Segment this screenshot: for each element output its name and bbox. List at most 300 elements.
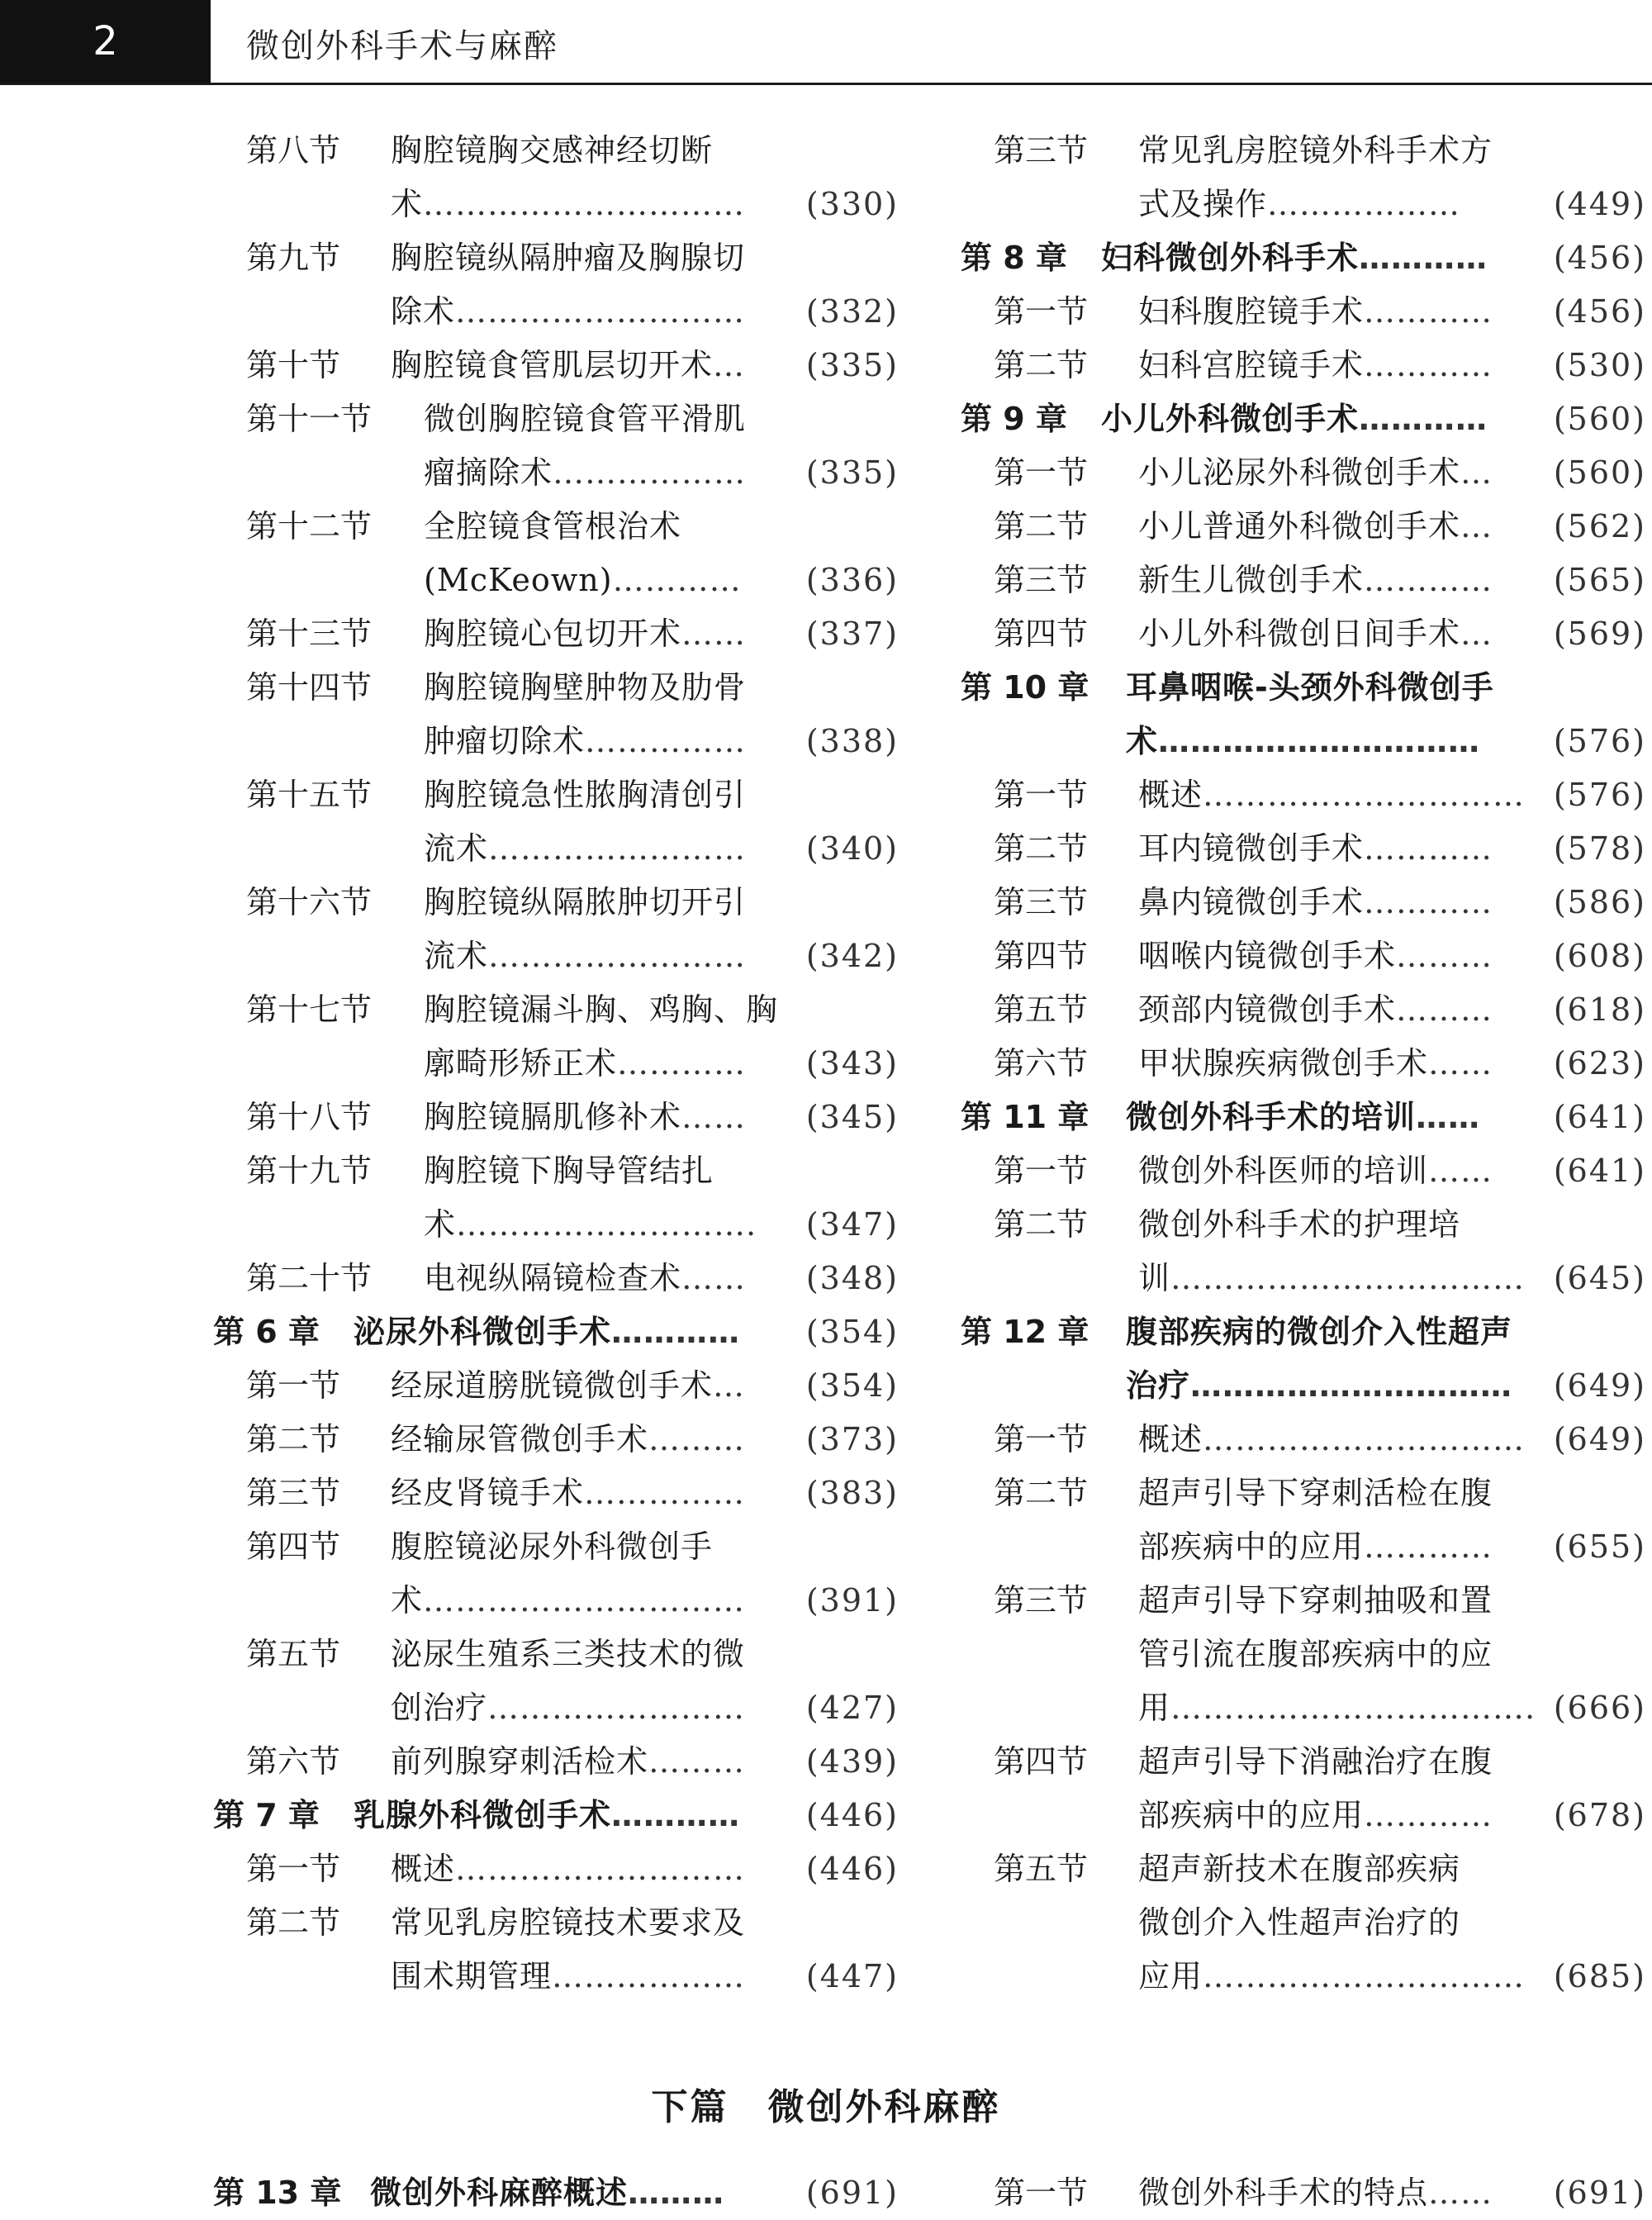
entry-title: 胸腔镜下胸导管结扎 — [424, 1153, 714, 1189]
chapter-label: 第 7 章 — [213, 1797, 320, 1833]
toc-line — [213, 1359, 899, 1413]
toc-line — [961, 124, 1646, 178]
entry-title: 胸腔镜纵隔脓肿切开引 — [424, 884, 747, 920]
toc-left-column — [213, 124, 899, 2004]
toc-line — [961, 1574, 1646, 1628]
toc-chapter-entry[interactable] — [961, 661, 1646, 768]
toc-line — [213, 661, 899, 715]
toc-section-entry[interactable] — [213, 231, 899, 339]
toc-line — [961, 446, 1646, 500]
section-label: 第十四节 — [246, 669, 373, 706]
entry-title: 术………………………… — [391, 1582, 746, 1619]
entry-title: 胸腔镜膈肌修补术…… — [424, 1099, 747, 1135]
entry-title: 胸腔镜食管肌层切开术… — [391, 347, 746, 383]
toc-line — [213, 339, 899, 392]
toc-chapter-entry[interactable] — [961, 231, 1646, 285]
toc-section-entry[interactable] — [213, 1144, 899, 1252]
page-ref: (383) — [805, 1475, 899, 1511]
entry-title: 全腔镜食管根治术 — [424, 508, 682, 544]
leader-dots: ………… — [611, 1797, 741, 1833]
toc-section-entry[interactable] — [961, 1413, 1646, 1467]
leader-dots: ………… — [611, 1314, 741, 1350]
entry-title: 微创外科医师的培训…… — [1138, 1153, 1493, 1189]
leader-dots: ……………… — [1267, 186, 1461, 222]
toc-section-entry[interactable] — [213, 607, 899, 661]
page-ref: (354) — [805, 1314, 899, 1350]
leader-dots: ……… — [1396, 938, 1493, 974]
section-label: 第三节 — [246, 1475, 341, 1511]
leader-dots: ………………………. — [456, 1206, 757, 1243]
page-ref: (449) — [1553, 186, 1646, 222]
leader-dots: ……………… — [552, 1958, 746, 1994]
entry-title: 廓畸形矫正术………… — [424, 1045, 747, 1081]
leader-dots: ………… — [1364, 1528, 1493, 1565]
entry-title: 常见乳房腔镜技术要求及 — [391, 1904, 746, 1941]
toc-section-entry[interactable] — [213, 1467, 899, 1520]
entry-title: 管引流在腹部疾病中的应 — [1138, 1636, 1493, 1672]
chapter-label: 第 8 章 — [961, 240, 1067, 276]
toc-section-entry[interactable] — [213, 1252, 899, 1305]
toc-line — [213, 1037, 899, 1091]
section-label: 第一节 — [994, 1153, 1089, 1189]
page-ref: (691) — [805, 2175, 899, 2211]
leader-dots: …………… — [585, 723, 747, 759]
page-ref: (649) — [1553, 1421, 1646, 1457]
entry-title: 概述………………………… — [1138, 1421, 1526, 1457]
toc-bottom-right — [961, 2166, 1646, 2220]
leader-dots: …… — [1428, 1045, 1493, 1081]
toc-section-entry[interactable] — [961, 1574, 1646, 1735]
page-ref: (562) — [1553, 508, 1646, 544]
section-label: 第一节 — [246, 1851, 341, 1887]
entry-title: 超声新技术在腹部疾病 — [1138, 1851, 1461, 1887]
leader-dots: ………… — [1364, 347, 1493, 383]
toc-line — [961, 822, 1646, 876]
entry-title: 耳内镜微创手术………… — [1138, 830, 1493, 867]
page-ref: (645) — [1553, 1260, 1646, 1296]
entry-title: 泌尿外科微创手术………… — [354, 1314, 741, 1350]
section-label: 第十七节 — [246, 991, 373, 1028]
section-label: 第四节 — [246, 1528, 341, 1565]
entry-title: 乳腺外科微创手术………… — [354, 1797, 741, 1833]
toc-line — [213, 607, 899, 661]
toc-line — [961, 231, 1646, 285]
toc-section-entry[interactable] — [213, 1842, 899, 1896]
toc-section-entry[interactable] — [961, 554, 1646, 607]
toc-line — [213, 1896, 899, 1950]
toc-section-entry[interactable] — [961, 1735, 1646, 1842]
page-ref: (678) — [1553, 1797, 1646, 1833]
chapter-label: 第 13 章 — [213, 2175, 342, 2211]
entry-title: 小儿外科微创日间手术… — [1138, 616, 1493, 652]
leader-dots: … — [713, 347, 746, 383]
toc-line — [961, 1896, 1646, 1950]
leader-dots: ………… — [612, 562, 742, 598]
section-label: 第六节 — [246, 1743, 341, 1780]
chapter-label: 第 11 章 — [961, 1099, 1089, 1135]
toc-line — [213, 1842, 899, 1896]
page-ref: (354) — [805, 1367, 899, 1404]
section-label: 第二节 — [994, 508, 1089, 544]
toc-line — [213, 1574, 899, 1628]
page-ref: (343) — [805, 1045, 899, 1081]
leader-dots: ………… — [1364, 562, 1493, 598]
entry-title: (McKeown)………… — [424, 562, 742, 598]
toc-line — [961, 2166, 1646, 2220]
page-ref: (337) — [805, 616, 899, 652]
page-ref: (569) — [1553, 616, 1646, 652]
toc-line — [961, 607, 1646, 661]
toc-line — [961, 1413, 1646, 1467]
toc-line — [961, 1359, 1646, 1413]
entry-title: 小儿普通外科微创手术… — [1138, 508, 1493, 544]
toc-line — [961, 1144, 1646, 1198]
page-ref: (578) — [1553, 830, 1646, 867]
page-ref: (456) — [1553, 293, 1646, 330]
section-label: 第十五节 — [246, 777, 373, 813]
toc-section-entry[interactable] — [213, 1735, 899, 1789]
section-label: 第九节 — [246, 240, 341, 276]
toc-line — [213, 1467, 899, 1520]
leader-dots: ………………………… — [1203, 777, 1526, 813]
section-label: 第十八节 — [246, 1099, 373, 1135]
book-title: 微创外科手术与麻醉 — [246, 27, 558, 65]
entry-title: 腹腔镜泌尿外科微创手 — [391, 1528, 714, 1565]
entry-title: 鼻内镜微创手术………… — [1138, 884, 1493, 920]
entry-title: 微创外科手术的特点…… — [1138, 2175, 1493, 2211]
section-label: 第十一节 — [246, 401, 373, 437]
entry-title: 常见乳房腔镜外科手术方 — [1138, 132, 1493, 169]
section-label: 第一节 — [246, 1367, 341, 1404]
toc-section-entry[interactable] — [213, 768, 899, 876]
toc-chapter-entry[interactable] — [961, 1305, 1646, 1413]
entry-title: 治疗………………………… — [1126, 1367, 1513, 1404]
entry-title: 胸腔镜胸壁肿物及肋骨 — [424, 669, 747, 706]
page-ref: (560) — [1553, 454, 1646, 491]
leader-dots: …… — [1416, 1099, 1481, 1135]
entry-title: 式及操作……………… — [1138, 186, 1461, 222]
toc-line — [961, 1037, 1646, 1091]
entry-title: 小儿泌尿外科微创手术… — [1138, 454, 1493, 491]
toc-chapter-entry[interactable] — [961, 1091, 1646, 1144]
leader-dots: …… — [1428, 2175, 1493, 2211]
section-label: 第十六节 — [246, 884, 373, 920]
page-number: 2 — [0, 0, 211, 83]
toc-section-entry[interactable] — [213, 1359, 899, 1413]
page-ref: (373) — [805, 1421, 899, 1457]
page-ref: (641) — [1553, 1153, 1646, 1189]
entry-title: 术………………………… — [1126, 723, 1481, 759]
leader-dots: …………………… — [488, 830, 747, 867]
entry-title: 咽喉内镜微创手术……… — [1138, 938, 1493, 974]
toc-line — [961, 1628, 1646, 1681]
page-ref: (618) — [1553, 991, 1646, 1028]
leader-dots: ………… — [1359, 240, 1488, 276]
entry-title: 微创胸腔镜食管平滑肌 — [424, 401, 747, 437]
toc-section-entry[interactable] — [961, 822, 1646, 876]
toc-section-entry[interactable] — [213, 983, 899, 1091]
leader-dots: …………………… — [488, 938, 747, 974]
toc-line — [961, 500, 1646, 554]
leader-dots: …… — [681, 616, 747, 652]
entry-title: 小儿外科微创手术………… — [1101, 401, 1488, 437]
leader-dots: ………………………… — [423, 1582, 746, 1619]
toc-line — [213, 1144, 899, 1198]
toc-line — [961, 1091, 1646, 1144]
toc-line — [213, 983, 899, 1037]
leader-dots: ………… — [1364, 293, 1493, 330]
page-ref: (565) — [1553, 562, 1646, 598]
toc-section-entry[interactable] — [213, 1520, 899, 1628]
toc-line — [213, 822, 899, 876]
section-label: 第二节 — [994, 830, 1089, 867]
section-label: 第二节 — [246, 1904, 341, 1941]
entry-title: 概述………………………… — [1138, 777, 1526, 813]
toc-line — [213, 1628, 899, 1681]
section-label: 第一节 — [994, 1421, 1089, 1457]
toc-line — [213, 1681, 899, 1735]
leader-dots: … — [1460, 616, 1493, 652]
section-label: 第八节 — [246, 132, 341, 169]
page-ref: (608) — [1553, 938, 1646, 974]
page-ref: (685) — [1553, 1958, 1646, 1994]
chapter-label: 第 12 章 — [961, 1314, 1089, 1350]
toc-section-entry[interactable] — [213, 339, 899, 392]
toc-line — [213, 876, 899, 929]
section-label: 第三节 — [994, 884, 1089, 920]
entry-title: 妇科腹腔镜手术………… — [1138, 293, 1493, 330]
toc-section-entry[interactable] — [961, 446, 1646, 500]
toc-line — [213, 1252, 899, 1305]
toc-line — [213, 1789, 899, 1842]
leader-dots: …… — [681, 1099, 747, 1135]
chapter-label: 第 10 章 — [961, 669, 1089, 706]
section-label: 第五节 — [246, 1636, 341, 1672]
toc-section-entry[interactable] — [961, 1467, 1646, 1574]
page-ref: (439) — [805, 1743, 899, 1780]
section-label: 第十二节 — [246, 508, 373, 544]
toc-line — [961, 1305, 1646, 1359]
entry-title: 微创外科手术的护理培 — [1138, 1206, 1461, 1243]
toc-section-entry[interactable] — [961, 876, 1646, 929]
page-ref: (623) — [1553, 1045, 1646, 1081]
leader-dots: ……… — [1396, 991, 1493, 1028]
toc-section-entry[interactable] — [961, 1037, 1646, 1091]
toc-line — [961, 392, 1646, 446]
toc-line — [961, 876, 1646, 929]
entry-title: 概述……………………… — [391, 1851, 746, 1887]
entry-title: 瘤摘除术……………… — [424, 454, 747, 491]
entry-title: 术………………………… — [391, 186, 746, 222]
toc-line — [961, 1681, 1646, 1735]
toc-line — [213, 178, 899, 231]
entry-title: 泌尿生殖系三类技术的微 — [391, 1636, 746, 1672]
toc-line — [213, 285, 899, 339]
section-label: 第二节 — [246, 1421, 341, 1457]
toc-line — [213, 1198, 899, 1252]
toc-section-entry[interactable] — [961, 285, 1646, 339]
toc-chapter-entry[interactable] — [961, 392, 1646, 446]
toc-section-entry[interactable] — [961, 1842, 1646, 2004]
page-ref: (338) — [805, 723, 899, 759]
section-label: 第四节 — [994, 938, 1089, 974]
toc-section-entry[interactable] — [213, 392, 899, 500]
entry-title: 流术…………………… — [424, 830, 747, 867]
toc-line — [961, 554, 1646, 607]
toc-section-entry[interactable] — [213, 1628, 899, 1735]
entry-title: 前列腺穿刺活检术……… — [391, 1743, 746, 1780]
leader-dots: …………… — [584, 1475, 746, 1511]
toc-section-entry[interactable] — [961, 124, 1646, 231]
toc-section-entry[interactable] — [961, 1144, 1646, 1198]
page-ref: (347) — [805, 1206, 899, 1243]
entry-title: 颈部内镜微创手术……… — [1138, 991, 1493, 1028]
leader-dots: ………… — [1364, 830, 1493, 867]
entry-title: 术………………………. — [424, 1206, 757, 1243]
toc-line — [213, 124, 899, 178]
toc-line — [213, 1413, 899, 1467]
chapter-label: 第 6 章 — [213, 1314, 320, 1350]
page-ref: (456) — [1553, 240, 1646, 276]
entry-title: 新生儿微创手术………… — [1138, 562, 1493, 598]
toc-section-entry[interactable] — [961, 607, 1646, 661]
entry-title: 除术……………………… — [391, 293, 746, 330]
toc-line — [961, 1842, 1646, 1896]
toc-section-entry[interactable] — [213, 124, 899, 231]
section-label: 第二节 — [994, 347, 1089, 383]
page-ref: (655) — [1553, 1528, 1646, 1565]
leader-dots: ……… — [648, 1743, 746, 1780]
section-label: 第二节 — [994, 1206, 1089, 1243]
leader-dots: … — [1460, 454, 1493, 491]
section-label: 第三节 — [994, 132, 1089, 169]
leader-dots: ………… — [1359, 401, 1488, 437]
entry-title: 部疾病中的应用………… — [1138, 1528, 1493, 1565]
page-ref: (530) — [1553, 347, 1646, 383]
entry-title: 微创介入性超声治疗的 — [1138, 1904, 1461, 1941]
page-ref: (335) — [805, 454, 899, 491]
toc-section-entry[interactable] — [961, 500, 1646, 554]
leader-dots: ………………………… — [1190, 1367, 1513, 1404]
page-ref: (335) — [805, 347, 899, 383]
page-ref: (345) — [805, 1099, 899, 1135]
toc-section-entry[interactable] — [213, 1896, 899, 2004]
section-label: 第十三节 — [246, 616, 373, 652]
toc-section-entry[interactable] — [213, 661, 899, 768]
section-label: 第一节 — [994, 2175, 1089, 2211]
leader-dots: … — [1460, 508, 1493, 544]
section-label: 第三节 — [994, 1582, 1089, 1619]
leader-dots: ………… — [617, 1045, 747, 1081]
toc-section-entry[interactable] — [961, 1198, 1646, 1305]
toc-line — [213, 446, 899, 500]
toc-line — [961, 339, 1646, 392]
toc-section-entry[interactable] — [213, 1091, 899, 1144]
toc-section-entry[interactable] — [961, 2166, 1646, 2220]
page-ref: (649) — [1553, 1367, 1646, 1404]
toc-line — [213, 1735, 899, 1789]
toc-chapter-entry[interactable] — [213, 2166, 899, 2220]
section-label: 第一节 — [994, 454, 1089, 491]
toc-section-entry[interactable] — [961, 768, 1646, 822]
page-ref: (586) — [1553, 884, 1646, 920]
toc-section-entry[interactable] — [961, 339, 1646, 392]
toc-section-entry[interactable] — [213, 876, 899, 983]
section-label: 第十节 — [246, 347, 341, 383]
entry-title: 应用………………………… — [1138, 1958, 1526, 1994]
entry-title: 围术期管理……………… — [391, 1958, 746, 1994]
entry-title: 经输尿管微创手术……… — [391, 1421, 746, 1457]
section-label: 第三节 — [994, 562, 1089, 598]
page-ref: (332) — [805, 293, 899, 330]
toc-line — [213, 929, 899, 983]
entry-title: 耳鼻咽喉-头颈外科微创手 — [1126, 669, 1494, 706]
toc-line — [213, 1305, 899, 1359]
toc-section-entry[interactable] — [961, 983, 1646, 1037]
leader-dots: ……………………………. — [1170, 1690, 1536, 1726]
toc-line — [961, 661, 1646, 715]
entry-title: 胸腔镜漏斗胸、鸡胸、胸 — [424, 991, 779, 1028]
leader-dots: ………… — [1364, 884, 1493, 920]
leader-dots: …… — [1428, 1153, 1493, 1189]
toc-chapter-entry[interactable] — [213, 1305, 899, 1359]
page-ref: (336) — [805, 562, 899, 598]
toc-line — [961, 285, 1646, 339]
entry-title: 甲状腺疾病微创手术…… — [1138, 1045, 1493, 1081]
page-ref: (340) — [805, 830, 899, 867]
entry-title: 妇科微创外科手术………… — [1101, 240, 1488, 276]
page-ref: (666) — [1553, 1690, 1646, 1726]
section-label: 第四节 — [994, 1743, 1089, 1780]
page-ref: (342) — [805, 938, 899, 974]
page-ref: (641) — [1553, 1099, 1646, 1135]
toc-section-entry[interactable] — [213, 1413, 899, 1467]
toc-line — [961, 1520, 1646, 1574]
leader-dots: ……………… — [553, 454, 747, 491]
toc-chapter-entry[interactable] — [213, 1789, 899, 1842]
entry-title: 经皮肾镜手术…………… — [391, 1475, 746, 1511]
toc-line — [213, 1950, 899, 2004]
entry-title: 超声引导下穿刺活检在腹 — [1138, 1475, 1493, 1511]
section-label: 第一节 — [994, 777, 1089, 813]
leader-dots: ………………………… — [1203, 1958, 1526, 1994]
entry-title: 胸腔镜胸交感神经切断 — [391, 132, 714, 169]
section-label: 第二节 — [994, 1475, 1089, 1511]
toc-line — [961, 929, 1646, 983]
leader-dots: ……… — [628, 2175, 725, 2211]
toc-line — [213, 768, 899, 822]
entry-title: 胸腔镜急性脓胸清创引 — [424, 777, 747, 813]
page-ref: (691) — [1553, 2175, 1646, 2211]
entry-title: 微创外科手术的培训…… — [1126, 1099, 1481, 1135]
part-title: 下篇 微创外科麻醉 — [651, 2086, 1001, 2128]
toc-section-entry[interactable] — [213, 500, 899, 607]
toc-bottom-left — [213, 2166, 899, 2220]
page-ref: (560) — [1553, 401, 1646, 437]
entry-title: 微创外科麻醉概述……… — [370, 2175, 725, 2211]
toc-section-entry[interactable] — [961, 929, 1646, 983]
section-label: 第六节 — [994, 1045, 1089, 1081]
toc-line — [213, 500, 899, 554]
toc-line — [213, 1091, 899, 1144]
toc-line — [961, 983, 1646, 1037]
toc-line — [213, 392, 899, 446]
entry-title: 胸腔镜纵隔肿瘤及胸腺切 — [391, 240, 746, 276]
leader-dots: ………… — [1364, 1797, 1493, 1833]
leader-dots: ………………………… — [1203, 1421, 1526, 1457]
toc-line — [961, 715, 1646, 768]
entry-title: 经尿道膀胱镜微创手术… — [391, 1367, 746, 1404]
